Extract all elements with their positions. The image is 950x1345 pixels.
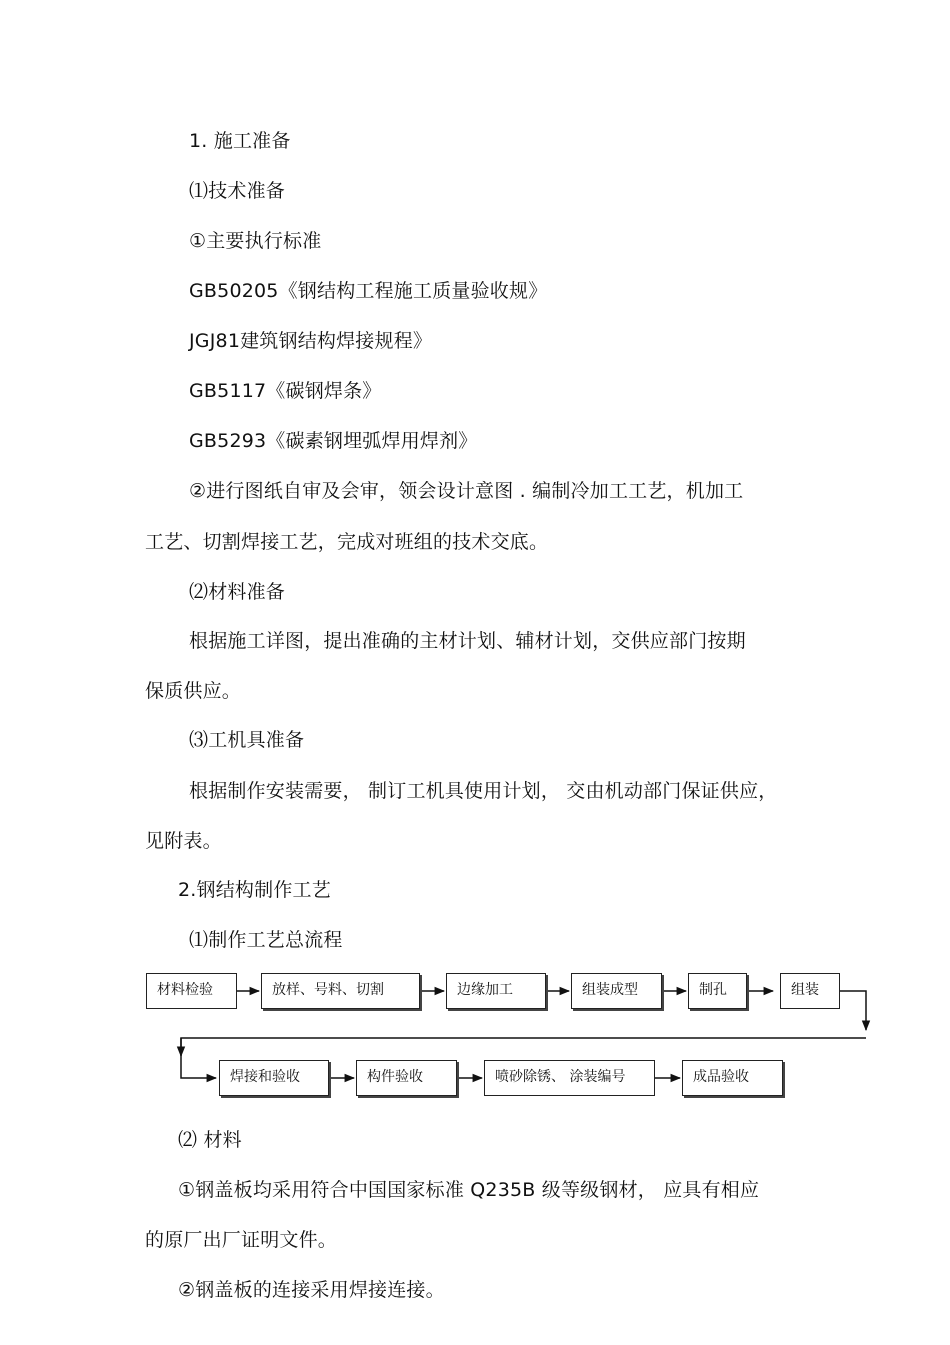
item-main-standards: ①主要执行标准	[189, 230, 322, 252]
paragraph-drawing-review-1: ②进行图纸自审及会审，领会设计意图 . 编制冷加工工艺，机加工	[189, 480, 744, 502]
flow-step-welding-acceptance: 焊接和验收	[219, 1060, 329, 1096]
standard-gb50205: GB50205《钢结构工程施工质量验收规》	[189, 280, 548, 302]
paragraph-steel-standard-2: 的原厂出厂证明文件。	[145, 1229, 338, 1251]
flow-step-drilling: 制孔	[688, 973, 747, 1009]
subheading-tools-prep: ⑶工机具准备	[189, 729, 305, 751]
flow-step-assembly: 组装	[780, 973, 840, 1009]
flow-step-sandblast-coating: 喷砂除锈、 涂装编号	[484, 1060, 655, 1096]
paragraph-drawing-review-2: 工艺、切割焊接工艺，完成对班组的技术交底。	[145, 531, 549, 553]
subheading-technical-prep: ⑴技术准备	[189, 180, 286, 202]
paragraph-tools-plan-2: 见附表。	[145, 830, 222, 852]
paragraph-material-plan-2: 保质供应。	[145, 680, 242, 702]
flow-step-edge-machining: 边缘加工	[446, 973, 546, 1009]
standard-gb5293: GB5293《碳素钢埋弧焊用焊剂》	[189, 430, 478, 452]
flow-arrow-6	[840, 991, 866, 1030]
flow-step-material-inspection: 材料检验	[146, 973, 237, 1009]
subheading-process-flow: ⑴制作工艺总流程	[189, 929, 343, 951]
flow-step-layout-cutting: 放样、号料、切割	[261, 973, 420, 1009]
flow-step-assembly-forming: 组装成型	[571, 973, 662, 1009]
flow-step-component-acceptance: 构件验收	[356, 1060, 457, 1096]
heading-construction-prep: 1. 施工准备	[189, 130, 291, 152]
paragraph-material-plan-1: 根据施工详图，提出准确的主材计划、辅材计划，交供应部门按期	[189, 630, 746, 652]
paragraph-welding-connection: ②钢盖板的连接采用焊接连接。	[178, 1279, 445, 1301]
heading-steel-fabrication: 2.钢结构制作工艺	[178, 879, 331, 901]
flow-step-final-acceptance: 成品验收	[682, 1060, 783, 1096]
standard-gb5117: GB5117《碳钢焊条》	[189, 380, 382, 402]
paragraph-tools-plan-1: 根据制作安装需要， 制订工机具使用计划， 交由机动部门保证供应，	[189, 780, 778, 802]
standard-jgj81: JGJ81建筑钢结构焊接规程》	[189, 330, 433, 352]
subheading-material-prep: ⑵材料准备	[189, 581, 286, 603]
paragraph-steel-standard-1: ①钢盖板均采用符合中国国家标准 Q235B 级等级钢材， 应具有相应	[178, 1179, 760, 1201]
subheading-materials: ⑵ 材料	[178, 1129, 242, 1151]
